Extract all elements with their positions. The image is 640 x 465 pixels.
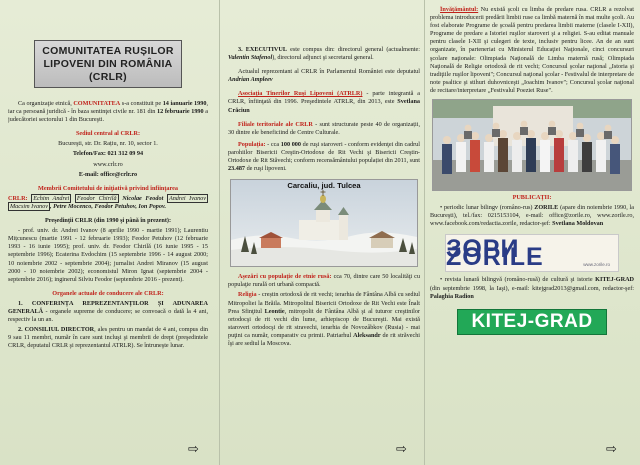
intro-text: s-a constituit pe <box>120 100 163 107</box>
zorile-logo <box>445 234 619 272</box>
members-crlr: CRLR: <box>8 194 28 202</box>
member-name: Macsim Ivanov <box>10 202 48 210</box>
fold-line <box>424 0 425 465</box>
religion-paragraph <box>228 291 420 348</box>
kitej-grad-logo <box>457 309 607 335</box>
religion-metropolitan: Leontie <box>264 307 285 315</box>
exec-text: este compus din: directorul general (actualmente: <box>287 46 420 53</box>
zorile-logo-text: ЗОРИ ZORILE <box>446 235 544 272</box>
column-middle <box>228 6 420 459</box>
assoc-text: - parte integrantă a CRLR, înfiinţată din 1996. Preşedintele ATRLR, din 2013, este <box>228 90 420 106</box>
intro-text: a judecătoriei sectorului 1 din Bucureşti. <box>8 108 208 124</box>
publications-heading: PUBLICAŢII: <box>512 194 552 202</box>
population-census: 23.487 <box>228 165 246 173</box>
branches-text: - sunt structurate peste 40 de organizații, 30 dintre ele beneficiind de Centre Culturale. <box>228 120 420 136</box>
assoc-heading: Asociaţia Tinerilor Ruşi Lipoveni (ATRLR) <box>238 90 363 98</box>
hq-address: Bucureşti, str. Dr. Rațiu, nr. 10, sector 1. <box>58 140 158 148</box>
organ-1-label: 1. CONFERINȚA REPREZENTANȚILOR ȘI ADUNAREA GENERALĂ <box>8 299 208 315</box>
villages-paragraph <box>228 273 420 289</box>
publication-2: • revista lunară bilingvă (româno-rusă) de cultură şi istorie KITEJ-GRAD (din septembrie 1998, la Iaşi), e-mail: kitejgrad2013@gmail.com, redactor-şef: Palaghia Radion <box>430 276 634 300</box>
org-title-line3: (CRLR) <box>89 70 127 83</box>
arrow-right-icon: ⇨ <box>188 442 199 457</box>
pub1-editor: Svetlana Moldovan <box>552 220 604 228</box>
organ-2-text: , ales pentru un mandat de 4 ani, compus din 9 sau 11 membri, număr în care sunt incluşi şi membrii de drept (preşedintele CRLR, deputatul CRLR şi reprezentantul ATRLR). Se întruneşte lunar. <box>8 326 208 350</box>
population-number: 100 000 <box>280 140 301 148</box>
assoc-president: Svetlana Crăciun <box>228 98 420 114</box>
organ-1-text: - organele supreme de conducere; se convoacă o dată la 4 ani, respectiv la un an. <box>8 307 208 324</box>
religion-text: - creștin ortodoxă de rit vechi; ierarhia de Fântâna Albă cu sediul Mitropoliei la Brăila. Mitropolitul Bisericii Ortodoxe de Rit Vechi este Înalt Prea Sfinţitul <box>228 291 420 315</box>
hq-web: www.crlr.ro <box>93 160 123 168</box>
member-name: Nicolae Feodot <box>122 194 164 202</box>
intro-org: COMUNITATEA <box>73 100 121 107</box>
population-paragraph <box>228 141 420 173</box>
hq-email: E-mail: office@crlr.ro <box>78 170 138 178</box>
pub1-text: (apare din noiembrie 1990, la Bucureşti), tel./fax: 0215153104, e-mail: office@zorile.ro, www.zorile.ro, www.facebook.com/redactia.zorile, redactor-şef: <box>430 204 634 228</box>
column-right <box>430 6 634 459</box>
publication-1: • periodic lunar bilingv (româno-rus) ZORILE (apare din noiembrie 1990, la Bucureşti), tel./fax: 0215153104, e-mail: office@zorile.ro, www.zorile.ro, www.facebook.com/redactia.zorile, redactor-şef: Svetlana Moldovan <box>430 204 634 228</box>
exec-text: ), directorul adjunct şi secretarul general. <box>272 54 374 62</box>
church-photo <box>230 179 418 267</box>
religion-text: , mitropolit de Fântâna Albă şi al tuturor creştinilor ortodocşi de rit vechi din lume, arhiepiscop de Bucureşti. Mai există staroveri ortodocşi de rit stravechi, ierarhia de Novozâbkov (Rusia) - mai puţini ca număr, comparativ cu primii. Patriarhul <box>228 307 420 339</box>
branches-heading: Filiale teritoriale ale CRLR <box>238 120 313 128</box>
hq-phone: Telefon/Fax: 021 312 09 94 <box>72 150 144 158</box>
religion-patriarch: Aleksandr <box>353 331 381 339</box>
assoc-paragraph <box>228 90 420 114</box>
pub1-name: ZORILE <box>534 204 559 212</box>
exec-label: 3. EXECUTIVUL <box>238 46 287 53</box>
org-title-line2: LIPOVENI DIN ROMÂNIA <box>43 57 173 70</box>
member-name: Echim Andrei <box>33 194 70 202</box>
population-text: de ruşi lipoveni. <box>245 165 287 173</box>
org-title-box <box>34 40 182 88</box>
pub2-text: (din septembrie 1998, la Iaşi), e-mail: kitejgrad2013@gmail.com, redactor-şef: <box>430 284 634 292</box>
religion-heading: Religia <box>238 291 257 299</box>
org-title-line1: COMUNITATEA RUȘILOR <box>42 44 174 57</box>
zorile-logo-url: www.zorile.ro <box>583 262 610 268</box>
arrow-right-icon: ⇨ <box>606 442 617 457</box>
presidents-heading: Preşedinţii CRLR (din 1990 şi până în prezent): <box>44 217 172 225</box>
deputy-paragraph <box>228 68 420 84</box>
group-photo-image <box>433 100 632 190</box>
hq-heading: Sediul central al CRLR: <box>75 130 141 138</box>
intro-text: , iar ca persoană juridică - în baza sentinţei civile nr. 181 din <box>8 100 208 116</box>
intro-date: 14 ianuarie 1990 <box>162 100 207 107</box>
member-name: Andrei Ivanov <box>168 194 207 202</box>
column-left <box>8 6 208 459</box>
arrow-right-icon: ⇨ <box>396 442 407 457</box>
organs-heading: Organele actuale de conducere ale CRLR: <box>52 289 164 297</box>
organ-2 <box>8 326 208 350</box>
intro-paragraph <box>8 100 208 124</box>
member-names-rest: , Petre Mocenco, Feodor Petuhov, Ion Popov. <box>49 202 167 210</box>
member-name: Feodor Chirilă <box>76 194 117 202</box>
intro-text: Ca organizaţie etnică, <box>18 100 74 107</box>
pub1-text: periodic lunar bilingv (româno-rus) <box>443 204 535 212</box>
religion-text: de rit străvechi îşi are sediul la Moscova. <box>228 331 420 347</box>
population-label: Populația: <box>238 140 266 148</box>
pub2-editor: Palaghia Radion <box>430 292 474 300</box>
organ-2-label: 2. CONSILIUL DIRECTOR <box>18 326 95 334</box>
executive-paragraph <box>228 46 420 62</box>
villages-text: cca 70, dintre care 50 localităţi cu populaţie rurală ori urbană compactă. <box>228 273 420 289</box>
pub2-name: KITEJ-GRAD <box>595 276 634 284</box>
villages-heading: Aşezări cu populaţie de etnie rusă: <box>238 273 332 281</box>
kitej-grad-logo-text: KITEJ-GRAD <box>471 310 593 332</box>
population-text: - cca <box>265 140 281 148</box>
exec-general-manager: Valentin Stafenol <box>228 54 273 62</box>
deputy-text: Actualul reprezentant al CRLR în Parlamentul României este deputatul <box>238 68 420 76</box>
education-heading: Învăţământul: <box>440 6 479 13</box>
pub2-text: revista lunară bilingvă (româno-rusă) de cultură şi istorie <box>444 276 596 284</box>
population-text: de ruşi staroveri - conform evidenţei din cadrul parohiilor Bisericii Creştin-Ortodoxe de Rit Vechi şi Bisericii Creştin-Ortodoxe de Rit Stăvechi; conform recensământului populației din 2011, sunt <box>228 140 420 165</box>
deputy-name: Andrian Ampleev <box>228 76 273 84</box>
group-photo <box>432 99 632 191</box>
education-text: Nu există şcoli cu limba de predare rusa. CRLR a rezolvat problema introducerii predării limbii ruse ca limbă maternă în mai multe şcoli. Au fost elaborate Programe de şcoală pentru predarea limbii materne (clasele I-XII), Programe de predare a Istoriei ruşilor staroveri şi a religiei. S-au editat manuale pentru clasele I-XII şi culegeri de texte, inclusiv pentru licee. An de an sunt organizate, în parteneriat cu Ministerul Educaţiei Naţionale, cinci concursuri şcolare naţionale: Olimpiada Naţională de Limba maternă rusă; Olimpiada Naţională de Religie ortodoxă de rit vechi; Concursul şcolar naţional „Istoria şi tradiţiile ruşilor lipoveni"; Concursul naţional şcolar - Festivalul de interpretare de note psaltice şi stihuri duhovniceşti „Ioachim Ivanov"; Concursul şcolar naţional de recitare/interpretare „Festivalul Poeziei Ruse". <box>430 6 634 94</box>
members-heading: Membrii Comitetului de iniţiativă privind înfiinţarea <box>38 184 178 192</box>
photo-caption: Carcaliu, jud. Tulcea <box>287 181 361 191</box>
church-photo-image <box>231 180 418 266</box>
organ-1 <box>8 300 208 324</box>
education-paragraph <box>430 6 634 95</box>
members-list <box>8 195 208 211</box>
intro-date: 12 februarie 1990 <box>157 108 204 116</box>
presidents-text: - prof. univ. dr. Andrei Ivanov (8 aprilie 1990 - martie 1991); Laurentiu Mițcunescu (martie 1991 - 12 februarie 1993); Feodor Petuhov (12 februarie 1993 - 16 iunie 1995); prof. univ. dr. Feodor Chirilă (16 iunie 1995 - 15 septembrie 1996); Ecaterina Evdochim (15 septembrie 1996 - 14 august 2000; 10 noiembrie 2002 - septembrie 2004); jurnalist Andrei Miranov (15 august 2000 - 10 noiembrie 2002); economistul Miron Ignat (septembrie 2004 - septembrie 2016); inginerul Silviu Feodor (septembrie 2016 - prezent). <box>8 227 208 283</box>
fold-line <box>219 0 220 465</box>
branches-paragraph <box>228 121 420 137</box>
